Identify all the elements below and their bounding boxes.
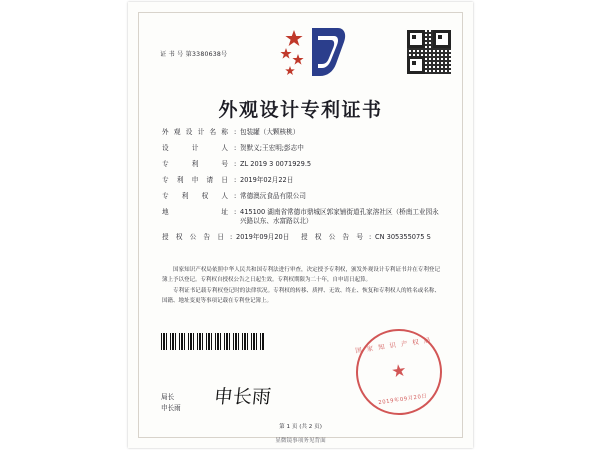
legal-paragraph-2: 专利证书记载专利权登记时的法律状况。专利权的转移、质押、无效、终止、恢复和专利权人的姓名或名称、国籍、地址变更等事项记载在专利登记簿上。: [162, 288, 440, 304]
legal-paragraph-1: 国家知识产权局依照中华人民共和国专利法进行审查，决定授予专利权，颁发外观设计专利证书并在专利登记簿上予以登记。专利权自授权公告之日起生效。专利权期限为二十年，自申请日起算。: [162, 267, 440, 283]
field-value: 贺默义;王宏明;彭志中: [240, 144, 304, 153]
field-colon: :: [230, 233, 233, 242]
field-colon: :: [234, 208, 237, 217]
field-value: 415100 湖南省常德市鼎城区郭家铺街道孔家溶社区（桥南工业园永兴路以东、水富路以北）: [240, 208, 439, 226]
field-patentee: [162, 192, 440, 201]
field-label: 授权公告号: [301, 233, 363, 242]
field-designers: [162, 144, 440, 153]
field-label: 专 利 权 人: [162, 192, 228, 201]
field-colon: :: [234, 176, 237, 185]
director-signature: 申长雨: [212, 386, 273, 408]
field-value: ZL 2019 3 0071929.5: [240, 160, 312, 169]
legal-text-block: [162, 266, 440, 309]
footer-note: 显微镜事项务见背面: [275, 438, 326, 444]
field-value: 2019年02月22日: [240, 176, 294, 185]
director-label-line1: 局长: [161, 393, 175, 401]
field-label: 外观设计名称: [162, 128, 228, 136]
star-icon: ★: [389, 360, 408, 383]
barcode-icon: [161, 333, 265, 350]
field-colon: :: [234, 128, 237, 136]
field-colon: :: [369, 233, 372, 242]
field-grant-row: [162, 233, 440, 242]
field-label: 专利申请日: [162, 176, 228, 185]
certificate-fields: [162, 128, 440, 249]
director-label-line2: 申长雨: [161, 404, 181, 412]
field-colon: :: [234, 160, 237, 169]
seal-top-text: 国家知识产权局: [354, 335, 436, 355]
field-label: 地 址: [162, 208, 228, 217]
field-label: 专 利 号: [162, 160, 228, 169]
field-colon: :: [234, 192, 237, 201]
patent-office-emblem-icon: [278, 24, 348, 82]
field-grant-publication-number: [301, 233, 440, 242]
seal-bottom-text: 2019年09月20日: [377, 393, 428, 407]
certificate-serial-number: 证 书 号 第3380638号: [160, 51, 228, 58]
field-label: 授权公告日: [162, 233, 224, 242]
page-title: 外观设计专利证书: [218, 99, 383, 121]
field-label: 设 计 人: [162, 144, 228, 153]
page-number: 第 1 页 (共 2 页): [279, 424, 322, 430]
field-value: 2019年09月20日: [236, 233, 290, 242]
field-application-date: [162, 176, 440, 185]
field-patent-number: [162, 160, 440, 169]
field-value: 常德澳沅食品有限公司: [240, 192, 306, 201]
field-design-name: [162, 128, 440, 137]
field-value: CN 305355075 S: [375, 233, 431, 242]
field-address: [162, 208, 440, 226]
field-grant-date: [162, 233, 301, 242]
field-colon: :: [234, 144, 237, 153]
certificate-sheet: [128, 2, 473, 448]
qr-code-icon: [407, 30, 451, 74]
field-value: 包装罐（大颗核桃）: [240, 128, 300, 136]
